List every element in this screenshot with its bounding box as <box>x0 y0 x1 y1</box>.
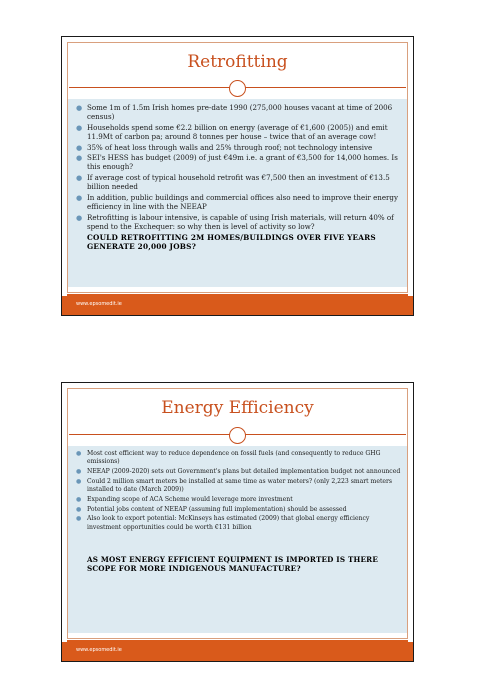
slide-body <box>68 446 407 633</box>
list-item: ● Also look to export potential: McKinseys has estimated (2009) that global energy efficiency investment opportunities could be worth €131 billion <box>76 515 370 531</box>
slide-title: Energy Efficiency <box>161 398 314 418</box>
slide-energy-efficiency <box>61 382 414 662</box>
slide-footer <box>62 642 413 661</box>
bullet-icon: ● <box>76 122 83 132</box>
bullet-icon: ● <box>76 103 83 112</box>
bullet-icon: ● <box>76 192 83 202</box>
list-item: ● In addition, public buildings and commercial offices also need to improve their energy efficiency in line with the NEEAP <box>76 192 398 211</box>
slide-footer <box>62 296 413 315</box>
bullet-icon: ● <box>76 468 82 475</box>
emphasis-question: AS MOST ENERGY EFFICIENT EQUIPMENT IS IMPORTED IS THERE SCOPE FOR MORE INDIGENOUS MANUFACTURE? <box>87 555 379 574</box>
footer-url: www.epsomedit.ie <box>76 647 122 653</box>
divider-circle-icon <box>229 80 246 97</box>
bullet-icon: ● <box>76 173 83 183</box>
bullet-list <box>74 450 401 532</box>
bullet-icon: ● <box>76 495 82 503</box>
list-item: ● NEEAP (2009-2020) sets out Government's plans but detailed implementation budget not announced <box>76 468 401 475</box>
list-item: ● Households spend some €2.2 billion on energy (average of €1,600 (2005)) and emit 11.9Mt of carbon pa; around 8 tonnes per house – twice that of an average cow! <box>76 122 388 141</box>
slide-body <box>68 99 407 287</box>
slide-retrofitting <box>61 36 414 316</box>
list-item: ● Most cost efficient way to reduce dependence on fossil fuels (and consequently to reduce GHG emissions) <box>76 450 381 466</box>
list-item: ● If average cost of typical household retrofit was €7,500 then an investment of €13.5 billion needed <box>76 173 390 192</box>
bullet-icon: ● <box>76 477 82 485</box>
bullet-icon: ● <box>76 505 82 513</box>
list-item: ● Expanding scope of ACA Scheme would leverage more investment <box>76 495 293 503</box>
bullet-list <box>74 103 401 231</box>
list-item: ● SEI's HESS has budget (2009) of just €49m i.e. a grant of €3,500 for 14,000 homes. Is this enough? <box>76 153 398 172</box>
list-item: ● Could 2 million smart meters be installed at same time as water meters? (only 2,223 smart meters installed to date (March 2009)) <box>76 477 393 493</box>
bullet-icon: ● <box>76 212 83 222</box>
list-item: ● Some 1m of 1.5m Irish homes pre-date 1990 (275,000 houses vacant at time of 2006 census) <box>76 103 393 121</box>
bullet-icon: ● <box>76 450 82 457</box>
list-item: ● Retrofitting is labour intensive, is capable of using Irish materials, will return 40% of spend to the Exchequer: so why then is level of activity so low? <box>76 212 394 231</box>
bullet-icon: ● <box>76 142 83 152</box>
bullet-icon: ● <box>76 515 82 523</box>
footer-url: www.epsomedit.ie <box>76 301 122 307</box>
slide-title: Retrofitting <box>187 52 288 72</box>
divider-circle-icon <box>229 427 246 444</box>
list-item: ● 35% of heat loss through walls and 25% through roof; not technology intensive <box>76 142 373 152</box>
list-item: ● Potential jobs content of NEEAP (assuming full implementation) should be assessed <box>76 505 347 513</box>
bullet-icon: ● <box>76 153 83 163</box>
emphasis-question: COULD RETROFITTING 2M HOMES/BUILDINGS OVER FIVE YEARS GENERATE 20,000 JOBS? <box>87 232 376 251</box>
